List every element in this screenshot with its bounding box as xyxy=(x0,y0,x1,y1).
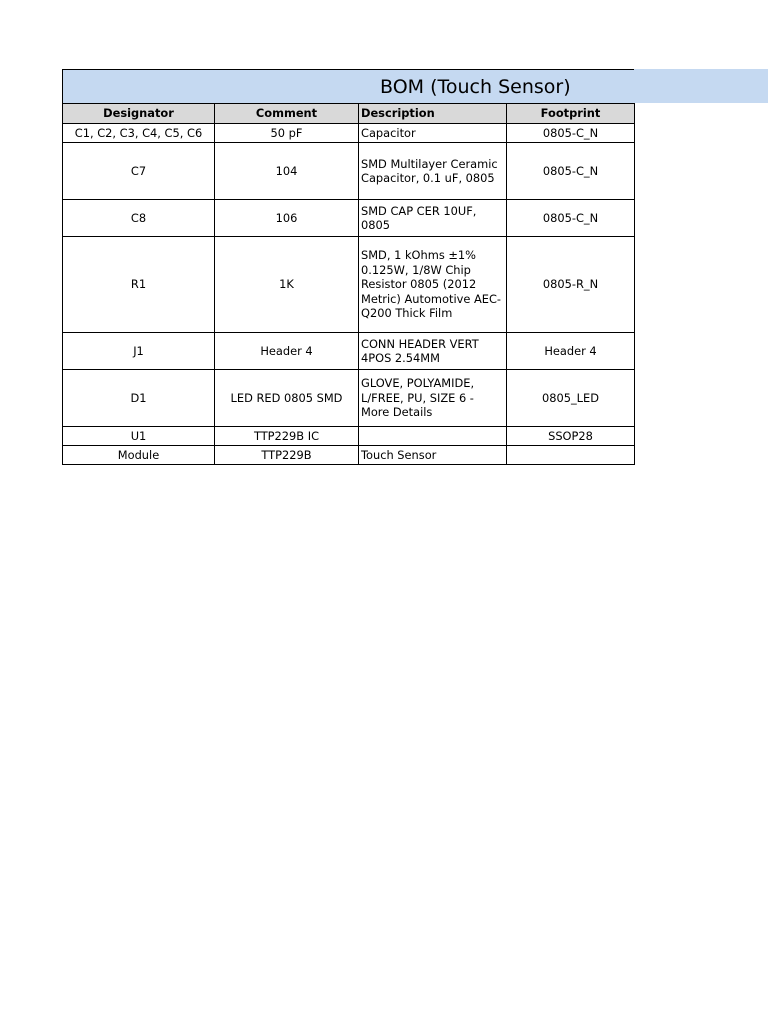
cell-comment: 104 xyxy=(215,143,359,200)
bom-table xyxy=(62,103,635,465)
table-header-row xyxy=(63,104,635,124)
cell-description: CONN HEADER VERT 4POS 2.54MM xyxy=(359,333,507,370)
header-footprint: Footprint xyxy=(507,104,635,124)
table-row xyxy=(63,333,635,370)
cell-description xyxy=(359,427,507,446)
cell-footprint: 0805-C_N xyxy=(507,124,635,143)
table-row xyxy=(63,200,635,237)
cell-designator: J1 xyxy=(63,333,215,370)
cell-comment: LED RED 0805 SMD xyxy=(215,370,359,427)
cell-footprint: 0805-R_N xyxy=(507,237,635,333)
cell-designator: C1, C2, C3, C4, C5, C6 xyxy=(63,124,215,143)
cell-description: SMD, 1 kOhms ±1% 0.125W, 1/8W Chip Resistor 0805 (2012 Metric) Automotive AEC-Q200 Thick Film xyxy=(359,237,507,333)
document-title: BOM (Touch Sensor) xyxy=(380,76,571,98)
cell-designator: C8 xyxy=(63,200,215,237)
cell-comment: TTP229B xyxy=(215,446,359,465)
table-row xyxy=(63,370,635,427)
cell-comment: 50 pF xyxy=(215,124,359,143)
cell-designator: Module xyxy=(63,446,215,465)
cell-description: SMD Multilayer Ceramic Capacitor, 0.1 uF, 0805 xyxy=(359,143,507,200)
cell-comment: TTP229B IC xyxy=(215,427,359,446)
cell-footprint xyxy=(507,446,635,465)
cell-footprint: 0805-C_N xyxy=(507,200,635,237)
cell-footprint: SSOP28 xyxy=(507,427,635,446)
cell-footprint: 0805-C_N xyxy=(507,143,635,200)
cell-description: GLOVE, POLYAMIDE, L/FREE, PU, SIZE 6 - More Details xyxy=(359,370,507,427)
header-description: Description xyxy=(359,104,507,124)
cell-footprint: Header 4 xyxy=(507,333,635,370)
header-designator: Designator xyxy=(63,104,215,124)
cell-designator: D1 xyxy=(63,370,215,427)
header-comment: Comment xyxy=(215,104,359,124)
cell-description: Capacitor xyxy=(359,124,507,143)
cell-description: Touch Sensor xyxy=(359,446,507,465)
cell-comment: 106 xyxy=(215,200,359,237)
cell-comment: 1K xyxy=(215,237,359,333)
table-row xyxy=(63,124,635,143)
cell-designator: R1 xyxy=(63,237,215,333)
table-row xyxy=(63,143,635,200)
cell-designator: C7 xyxy=(63,143,215,200)
cell-footprint: 0805_LED xyxy=(507,370,635,427)
table-row xyxy=(63,237,635,333)
cell-description: SMD CAP CER 10UF, 0805 xyxy=(359,200,507,237)
cell-designator: U1 xyxy=(63,427,215,446)
table-row xyxy=(63,427,635,446)
table-row xyxy=(63,446,635,465)
cell-comment: Header 4 xyxy=(215,333,359,370)
